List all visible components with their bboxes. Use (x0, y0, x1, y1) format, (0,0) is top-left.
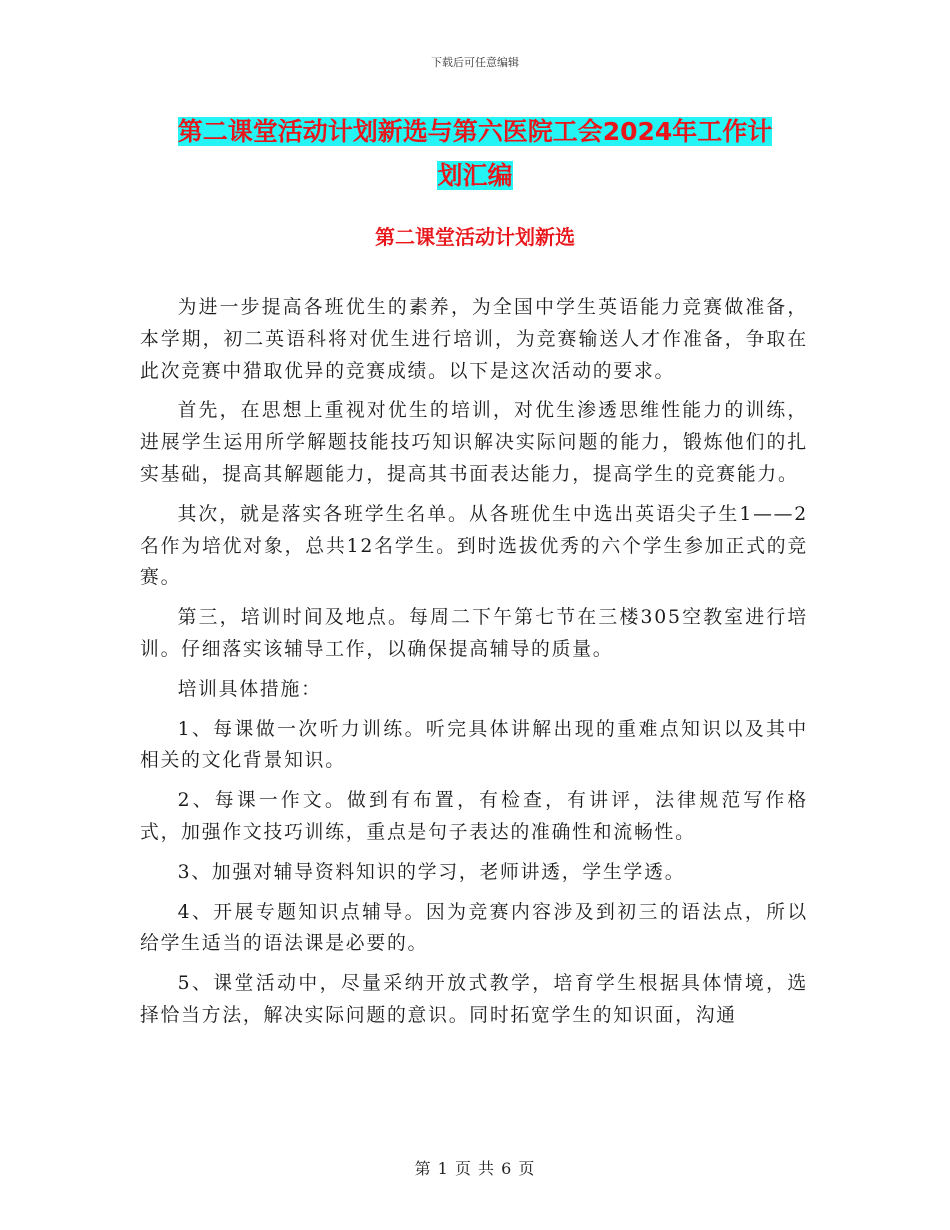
paragraph: 1、每课做一次听力训练。听完具体讲解出现的重难点知识以及其中相关的文化背景知识。 (140, 718, 808, 772)
paragraph: 2、每课一作文。做到有布置，有检查，有讲评，法律规范写作格式，加强作文技巧训练，重点是句子表达的准确性和流畅性。 (140, 790, 808, 843)
section-heading: 第二课堂活动计划新选 (375, 225, 575, 249)
paragraph: 首先，在思想上重视对优生的培训，对优生渗透思维性能力的训练，进展学生运用所学解题技能技巧知识解决实际问题的能力，锻炼他们的扎实基础，提高其解题能力，提高其书面表达能力，提高学生的竞赛能力。 (140, 400, 808, 485)
body-content (140, 292, 808, 1040)
paragraph: 4、开展专题知识点辅导。因为竞赛内容涉及到初三的语法点，所以给学生适当的语法课是必要的。 (140, 901, 808, 955)
document-title (140, 110, 810, 198)
title-line-1: 第二课堂活动计划新选与第六医院工会2024年工作计 (177, 117, 773, 146)
title-line-2: 划汇编 (437, 160, 513, 190)
paragraph: 培训具体措施： (177, 678, 322, 700)
paragraph: 为进一步提高各班优生的素养，为全国中学生英语能力竞赛做准备，本学期，初二英语科将对优生进行培训，为竞赛输送人才作准备，争取在此次竞赛中猎取优异的竞赛成绩。以下是这次活动的要求。 (140, 297, 808, 382)
paragraph: 第三，培训时间及地点。每周二下午第七节在三楼305空教室进行培训。仔细落实该辅导工作，以确保提高辅导的质量。 (140, 607, 808, 660)
header-note: 下载后可任意编辑 (431, 56, 519, 69)
paragraph: 5、课堂活动中，尽量采纳开放式教学，培育学生根据具体情境，选择恰当方法，解决实际问题的意识。同时拓宽学生的知识面，沟通 (140, 973, 808, 1026)
paragraph: 其次，就是落实各班学生名单。从各班优生中选出英语尖子生1——2名作为培优对象，总共12名学生。到时选拔优秀的六个学生参加正式的竞赛。 (140, 503, 808, 589)
page-indicator: 第 1 页 共 6 页 (414, 1159, 536, 1178)
paragraph: 3、加强对辅导资料知识的学习，老师讲透，学生学透。 (177, 861, 686, 883)
